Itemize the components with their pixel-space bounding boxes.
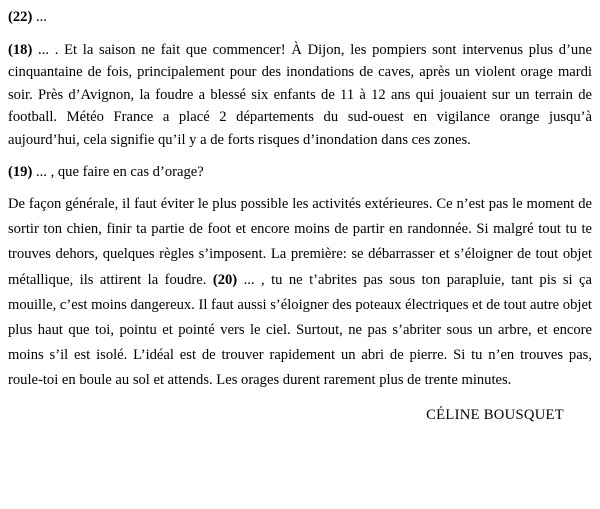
paragraph-18-text: ... . Et la saison ne fait que commencer! À Dijon, les pompiers sont intervenus plus d’une cinquantaine de fois, principalement pour des inondations de caves, après un violent orage mardi soir. Près d’Avignon, la foudre a blessé six enfants de 11 à 12 ans qui jouaient sur un terrain de football. Météo France a placé 2 départements du sud-ouest en vigilance orange jusqu’à aujourd’hui, cela signifie qu’il y a de forts risques d’inondation dans ces zones. [8,41,592,149]
question-marker-18: (18) [8,41,33,58]
question-marker-19: (19) [8,163,33,180]
author-signature: CÉLINE BOUSQUET [426,407,564,424]
paragraph-19-text: ... , que faire en cas d’orage? [32,163,204,180]
paragraph-22-text: ... [32,9,47,25]
body-segment-2: ... , tu ne t’abrites pas sous ton parapluie, tant pis si ça mouille, c’est moins dangereux. Il faut aussi s’éloigner des poteaux électriques et de tout autre objet plus haut que toi, pointu et pointé vers le ciel. Surtout, ne pas s’abriter sous un arbre, et encore moins s’il est isolé. L’idéal est de trouver rapidement un abri de pierre. Si tu n’en trouves pas, roule-toi en boule au sol et attends. Les orages durent rarement plus de trente minutes. [8,271,592,388]
question-marker-20: (20) [212,271,238,288]
question-marker-22: (22) [8,9,33,25]
paragraph-22 [8,6,592,29]
body-segment-1: De façon générale, il faut éviter le plus possible les activités extérieures. Ce n’est pas le moment de sortir ton chien, finir ta partie de foot et encore moins de partir en randonnée. Si malgré tout tu te trouves dehors, quelques règles s’imposent. La première: se débarrasser et s’éloigner de tout objet métallique, ils attirent la foudre. [8,196,592,288]
paragraph-body [8,192,592,393]
paragraph-18 [8,39,592,152]
paragraph-19 [8,161,592,184]
